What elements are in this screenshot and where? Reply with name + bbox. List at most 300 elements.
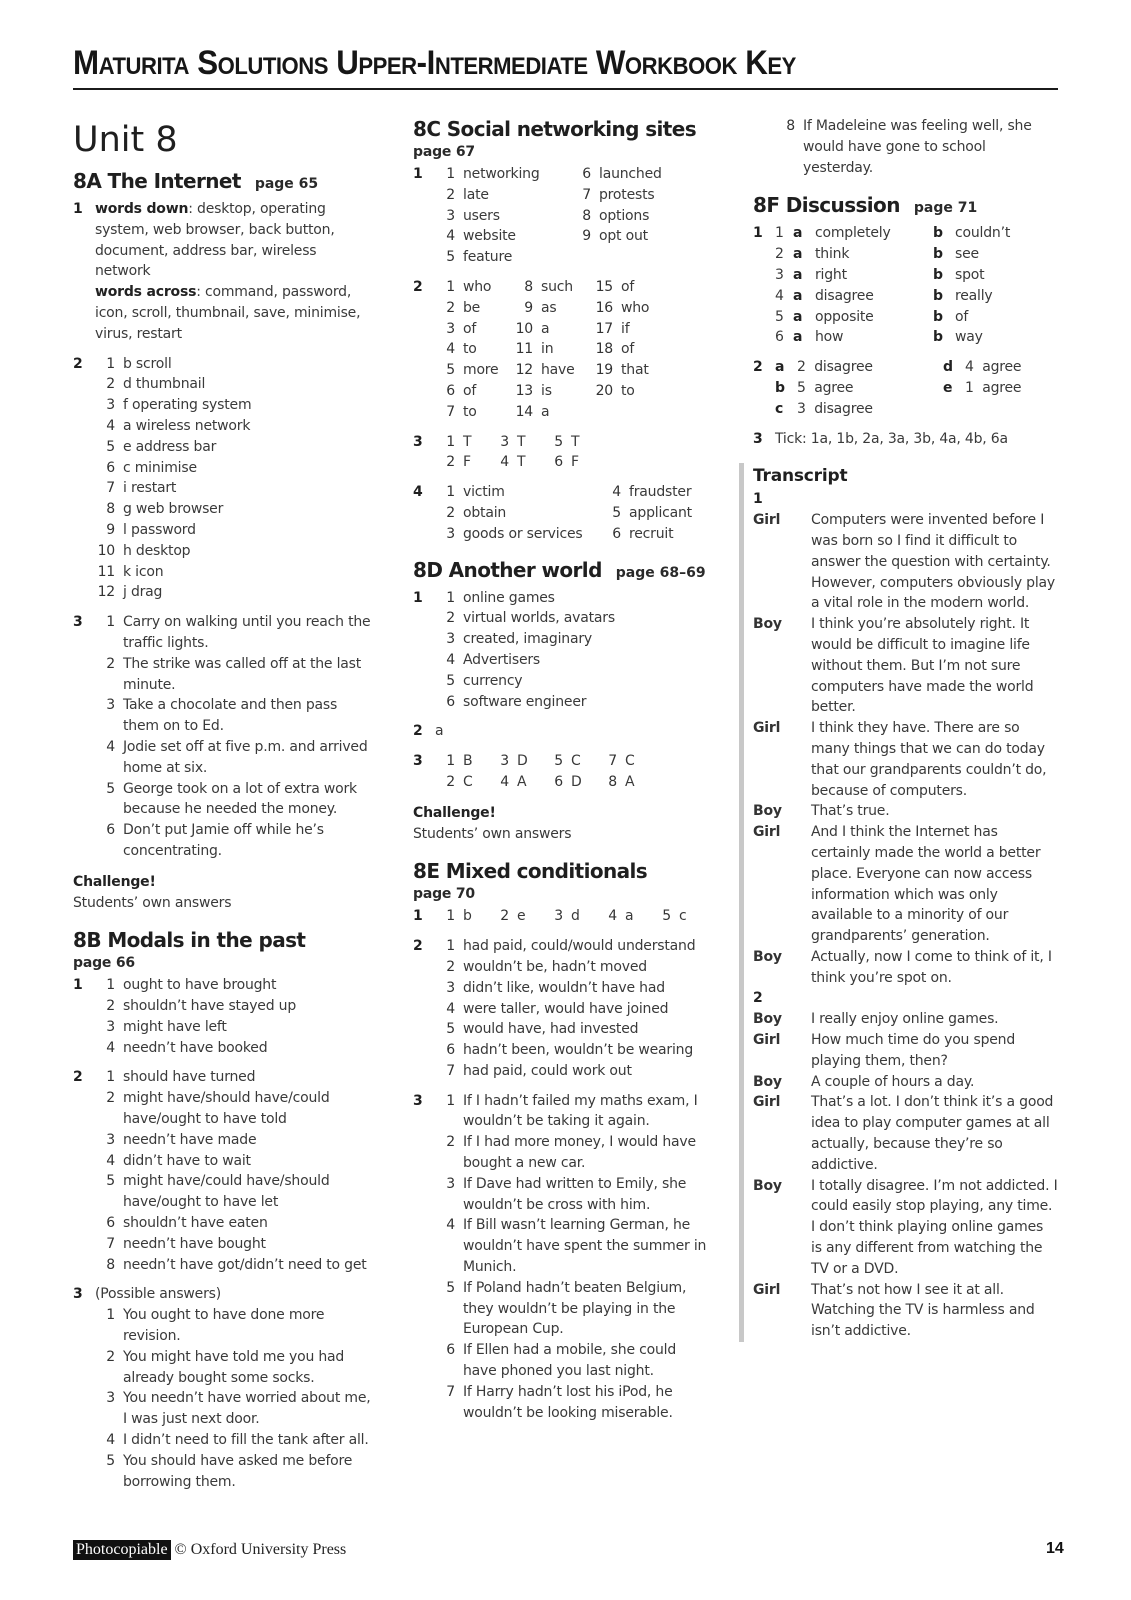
item-text: if [621,320,630,337]
item-number: 8 [106,501,115,518]
answer-item [597,906,651,927]
answer-item [435,432,489,453]
speech-text: Actually, now I come to think of it, I think you’re spot on. [811,948,1052,986]
item-text: feature [463,249,513,266]
item-text: options [599,207,650,224]
answer-item [943,378,1058,399]
item-number: 4 [608,908,617,925]
item-text: late [463,186,489,203]
exercise-number: 1 [413,908,423,925]
option-text: way [955,329,983,346]
item-number: 3 [106,1018,115,1035]
item-number: 1 [446,753,455,770]
item-number: 1 [446,278,455,295]
option-letter: b [933,246,943,263]
answer-item [435,482,601,503]
item-number: 5 [446,1021,455,1038]
speaker: Boy [753,1073,782,1090]
item-number: 4 [106,1152,115,1169]
item-text: You needn’t have worried about me, I was just next door. [123,1390,371,1428]
item-number: 9 [582,228,591,245]
item-text: I didn’t need to fill the tank after all. [123,1432,369,1449]
item-text: victim [463,484,505,501]
option-text: disagree [815,287,874,304]
speaker: Boy [753,1011,782,1028]
item-text: software engineer [463,693,587,710]
item-number: 4 [446,1000,455,1017]
option-text: couldn’t [955,225,1011,242]
speech-text: I totally disagree. I’m not addicted. I could easily stop playing, any time. I don’t think playing online games is any different from watching the TV or a DVD. [811,1177,1058,1277]
speaker: Girl [753,1094,781,1111]
exercise-number: 2 [753,359,763,376]
dialogue-line [753,947,1058,989]
item-number: 4 [106,417,115,434]
exercise-8d-1 [413,588,713,713]
unit-title: Unit 8 [73,120,178,160]
item-number: 3 [106,1390,115,1407]
item-number: 7 [106,480,115,497]
answer-item [435,1340,713,1382]
item-number: 5 [612,504,621,521]
speech-text: And I think the Internet has certainly made the world a better place. Everyone can now access information which was only available to a minority of our grandparents’ generation. [811,824,1041,945]
dialogue-number: 1 [753,491,763,508]
section-page: page 65 [254,176,319,192]
item-number: 6 [612,525,621,542]
exercise-number: 1 [413,589,423,606]
item-text: b scroll [123,355,172,372]
item-text: F [463,454,471,471]
item-number: 9 [106,521,115,538]
section-8a-title [73,168,373,197]
item-text: c minimise [123,459,197,476]
item-number: 2 [446,958,455,975]
item-number: 1 [106,1307,115,1324]
item-text: needn’t have booked [123,1039,268,1056]
item-text: needn’t have got/didn’t need to get [123,1256,367,1273]
answer-item [435,1040,713,1061]
dialogue-line [753,1009,1058,1030]
exercise-number: 3 [73,614,83,631]
answer-item [95,975,373,996]
item-text: a [625,908,634,925]
item-number: 4 [775,287,784,304]
item-number: 2 [106,1348,115,1365]
item-text: j drag [123,584,163,601]
item-number: 4 [106,1039,115,1056]
item-text: protests [599,186,655,203]
item-number: 2 [106,376,115,393]
answer-item [775,378,943,399]
answer-item [435,1091,713,1133]
exercise-8f-1 [753,223,1058,348]
answer-item [95,1151,373,1172]
item-number: 2 [446,610,455,627]
item-text: of [463,382,477,399]
answer-item [435,1278,713,1340]
answer-item [597,751,651,772]
item-number: 4 [446,228,455,245]
item-text: k icon [123,563,164,580]
exercise-8c-1 [413,164,713,268]
exercise-8d-2 [413,721,713,742]
answer-item [597,772,651,793]
option-letter: a [793,266,803,283]
answer-item [513,319,593,340]
answer-item [435,339,513,360]
option-text: completely [815,225,891,242]
item-number: 1 [446,589,455,606]
item-text: launched [599,166,662,182]
exercise-8d-3 [413,751,713,793]
dialogue-line [753,1092,1058,1175]
item-text: h desktop [123,542,191,559]
speech-text: That’s true. [811,803,890,820]
option-letter: a [793,246,803,263]
exercise-8a-2 [73,354,373,604]
answer-item [435,1061,713,1082]
answer-item [435,671,713,692]
answer-item [489,906,543,927]
item-number: 6 [446,693,455,710]
exercise-number: 2 [73,1069,83,1086]
item-text: of [621,341,635,358]
answer-item [513,339,593,360]
item-number: 7 [446,1383,455,1400]
item-number: 4 [500,773,509,790]
item-number: 5 [662,908,671,925]
exercise-number: 1 [753,225,763,242]
item-number: 1 [106,977,115,994]
item-number: 8 [582,207,591,224]
exercise-number: 3 [73,1286,83,1303]
section-page: page 70 [413,886,475,903]
exercise-8a-3 [73,612,373,862]
item-text: d thumbnail [123,376,206,393]
item-number: 7 [582,186,591,203]
answer-item [435,524,601,545]
answer-row [775,286,1058,307]
dialogue-line [753,718,1058,801]
item-text: f operating system [123,397,252,414]
item-text: A [517,773,527,790]
item-text: If Madeleine was feeling well, she would have gone to school yesterday. [803,118,1032,176]
item-text: that [621,362,649,379]
dialogue-line [753,801,1058,822]
answer-item [95,395,373,416]
answer-item [95,996,373,1017]
answer-item [95,1088,373,1130]
section-8d-title [413,557,713,586]
item-number: 5 [446,672,455,689]
item-number: 3 [446,207,455,224]
item-number: 20 [595,382,613,399]
answer-item [513,360,593,381]
answer-item [593,277,713,298]
answer-item [543,452,597,473]
item-text: If Ellen had a mobile, she could have phoned you last night. [463,1342,677,1380]
item-text: e address bar [123,438,217,455]
item-text: to [463,341,477,358]
item-number: 14 [515,403,533,420]
speaker: Girl [753,824,781,841]
answer-item [593,298,713,319]
item-text: g web browser [123,501,224,518]
speaker: Boy [753,803,782,820]
item-text: website [463,228,516,245]
option-letter: a [793,287,803,304]
option-letter: a [793,308,803,325]
item-text: created, imaginary [463,631,593,648]
answer-item [95,1038,373,1059]
item-text: shouldn’t have stayed up [123,998,297,1015]
option-letter: a [793,329,803,346]
item-number: 5 [106,1452,115,1469]
item-text: You might have told me you had already bought some socks. [123,1348,345,1386]
item-text: b [463,908,472,925]
possible-answers-note: (Possible answers) [95,1286,222,1303]
speech-text: I think they have. There are so many things that we can do today that our grandparents couldn’t do, because of computers. [811,720,1047,799]
item-number: 7 [608,753,617,770]
answer-item [571,206,713,227]
item-text: If I hadn’t failed my maths exam, I wouldn’t be taking it again. [463,1092,698,1130]
section-page: page 68–69 [615,564,706,581]
item-text: hadn’t been, wouldn’t be wearing [463,1042,694,1059]
speech-text: I think you’re absolutely right. It would be difficult to imagine life without them. But I’m not sure computers have made the world better. [811,616,1034,716]
item-text: C [571,753,581,770]
item-text: C [625,753,635,770]
words-across-text: : command, password, icon, scroll, thumbnail, save, minimise, virus, restart [95,284,361,342]
item-number: 2 [446,1134,455,1151]
item-text: might have/could have/should have/ought to have let [123,1173,330,1211]
item-text: T [463,433,472,450]
answer-item [95,1305,373,1347]
item-number: 2 [446,773,455,790]
dialogue-line [753,1280,1058,1342]
exercise-8e-1 [413,906,713,927]
item-number: 5 [554,753,563,770]
answer-item [601,503,713,524]
option-text: really [955,287,993,304]
speaker: Girl [753,1032,781,1049]
item-number: 6 [106,822,115,839]
answer-item [435,1174,713,1216]
item-number: 7 [446,1062,455,1079]
item-number: 9 [524,299,533,316]
item-text: were taller, would have joined [463,1000,669,1017]
answer-item [95,1451,373,1493]
item-text: online games [463,589,555,606]
tick-answers: Tick: 1a, 1b, 2a, 3a, 3b, 4a, 4b, 6a [775,430,1008,447]
item-text: T [571,433,580,450]
option-text: how [815,329,844,346]
item-number: 6 [554,773,563,790]
answer-item [435,906,489,927]
section-8c-title: 8C Social networking sites [413,117,697,141]
photocopiable-label: Photocopiable [73,1540,171,1560]
column-3 [753,116,1058,1342]
item-number: 1 [446,166,455,182]
answer-row [775,307,1058,328]
option-letter: b [933,308,943,325]
section-page: page 67 [413,144,475,160]
dialogue-line [753,1176,1058,1280]
answer-item [435,277,513,298]
item-text: might have left [123,1018,227,1035]
challenge-text: Students’ own answers [413,825,572,842]
item-text: needn’t have made [123,1131,257,1148]
answer-item [651,906,705,927]
answer-item [593,319,713,340]
item-number: 3 [106,1131,115,1148]
dialogue-line [753,510,1058,614]
footer [73,1540,346,1560]
item-number: 13 [515,382,533,399]
item-number: 6 [582,166,591,182]
item-number: 10 [515,320,533,337]
item-text: virtual worlds, avatars [463,610,615,627]
answer-item [435,247,571,268]
answer-item [95,737,373,779]
answer-item [435,751,489,772]
section-8b-title: 8B Modals in the past [73,928,306,953]
item-number: 5 [775,308,784,325]
item-number: 2 [775,246,784,263]
answer-item [95,695,373,737]
item-number: 4 [612,484,621,501]
speech-text: That’s a lot. I don’t think it’s a good idea to play computer games at all actually, because they’re so addictive. [811,1094,1054,1173]
answer-item [95,1017,373,1038]
item-text: networking [463,166,540,182]
item-number: 8 [106,1256,115,1273]
section-title-text: 8F Discussion [753,193,900,218]
dialogue-line [753,614,1058,718]
speaker: Girl [753,512,781,529]
item-text: of [463,320,477,337]
answer-item [489,772,543,793]
item-text: obtain [463,504,507,521]
item-number: 17 [595,320,613,337]
column-1 [73,116,373,1492]
item-number: 2 [446,504,455,521]
item-number: 6 [106,459,115,476]
item-number: 8 [608,773,617,790]
item-number: 5 [106,780,115,797]
item-text: be [463,299,481,316]
item-number: 1 [446,433,455,450]
item-text: d [571,908,580,925]
item-number: 5 [554,433,563,450]
exercise-8f-2 [753,357,1058,419]
dialogue-line [753,1030,1058,1072]
answer-item [435,185,571,206]
speech-text: Computers were invented before I was born so I find it difficult to answer the question with certainty. However, computers obviously play a vital role in the modern world. [811,512,1055,612]
item-number: 4 [446,341,455,358]
answer-item [435,588,713,609]
exercise-8b-1 [73,975,373,1058]
section-title-text: 8D Another world [413,557,602,582]
speech-text: A couple of hours a day. [811,1073,975,1090]
answer-item [775,357,943,378]
item-number: 5 [446,249,455,266]
section-page: page 71 [913,200,978,217]
exercise-number: 1 [413,166,423,182]
words-across-label: words across [95,284,197,301]
item-number: 1 [106,1069,115,1086]
option-letter: b [933,266,943,283]
dialogue-line [753,1072,1058,1093]
answer-item [593,360,713,381]
item-number: 6 [554,454,563,471]
exercise-8e-2 [413,936,713,1082]
item-text: If Bill wasn’t learning German, he wouldn’t have spent the summer in Munich. [463,1217,707,1276]
item-text: i restart [123,480,177,497]
answer-item [95,820,373,862]
item-text: T [517,433,526,450]
item-number: 4 [106,738,115,755]
exercise-8e-3 [413,1091,713,1424]
option-letter: b [933,287,943,304]
item-text: had paid, could work out [463,1062,632,1079]
item-letter: a [775,359,785,376]
item-text: fraudster [629,484,692,501]
answer-item [435,226,571,247]
answer-item [775,116,1058,178]
item-text: If Dave had written to Emily, she wouldn’t be cross with him. [463,1175,687,1213]
answer-item [543,772,597,793]
item-number: 3 [554,908,563,925]
answer-item [95,1255,373,1276]
answer-item [543,751,597,772]
item-number: 6 [775,329,784,346]
item-text: 3 disagree [797,400,873,417]
challenge-title: Challenge! [413,804,496,821]
item-number: 1 [446,938,455,955]
item-number: 8 [786,118,795,134]
challenge-8a [73,872,373,914]
answer-item [95,1234,373,1255]
answer-item [543,906,597,927]
page-title: Maturita Solutions Upper-Intermediate Workbook Key [73,44,796,82]
item-number: 4 [106,1432,115,1449]
item-number: 6 [446,1042,455,1059]
item-number: 2 [106,1090,115,1107]
speech-text: That’s not how I see it at all. Watching the TV is harmless and isn’t addictive. [811,1281,1035,1340]
exercise-number-spacer [753,116,775,178]
option-text: right [815,266,847,283]
exercise-8c-2 [413,277,713,423]
item-number: 5 [446,1279,455,1296]
answer-item [435,1019,713,1040]
speaker: Girl [753,720,781,737]
item-number: 2 [446,299,455,316]
item-number: 16 [595,299,613,316]
item-number: 1 [446,1092,455,1109]
option-text: of [955,308,969,325]
item-number: 19 [595,362,613,379]
item-text: who [463,278,492,295]
exercise-8e-3-continued [753,116,1058,178]
answer-item [435,164,571,185]
answer-item [593,339,713,360]
item-text: would have, had invested [463,1021,639,1038]
answer-item [95,1067,373,1088]
answer-item [435,381,513,402]
item-number: 1 [446,908,455,925]
answer-item [435,650,713,671]
item-text: have [541,362,575,379]
item-number: 2 [446,186,455,203]
item-number: 11 [97,563,115,580]
